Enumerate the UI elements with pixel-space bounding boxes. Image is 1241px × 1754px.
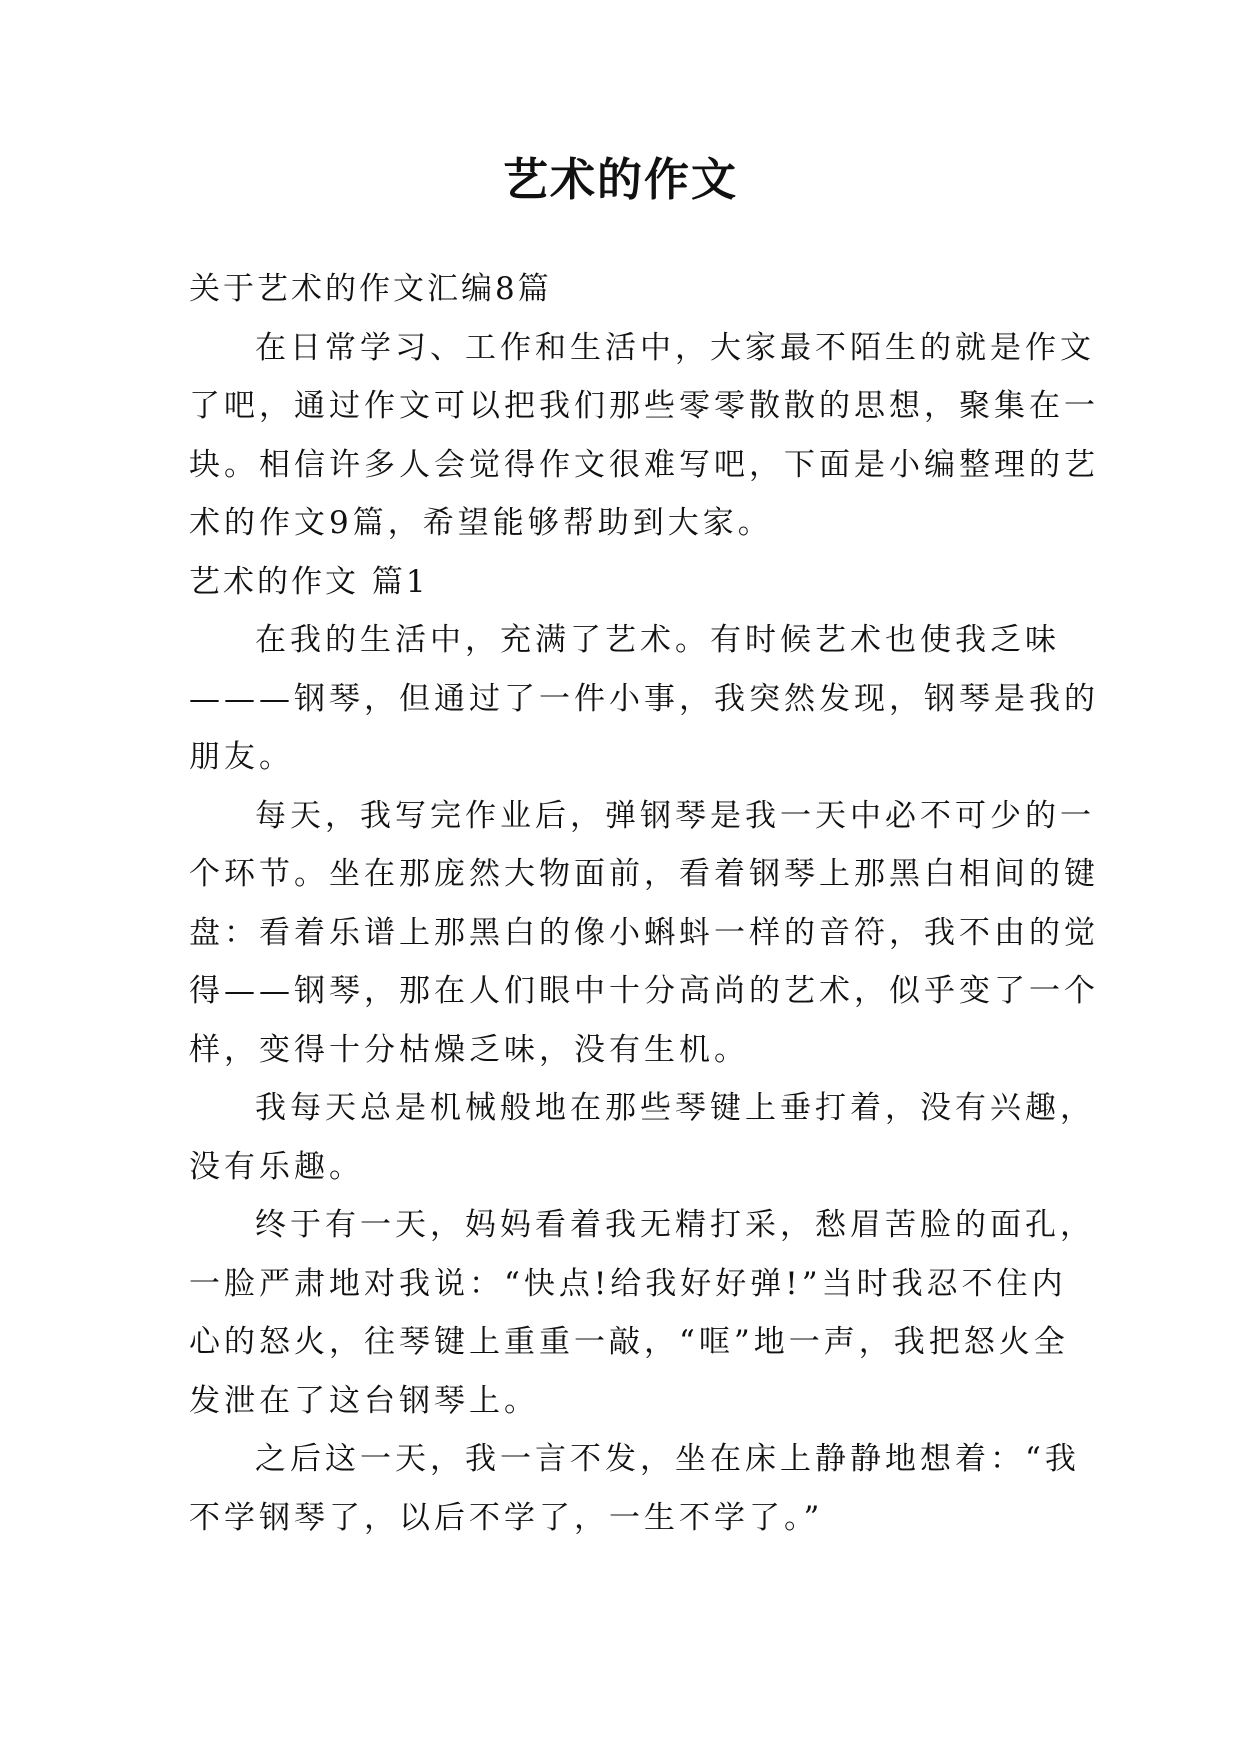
text-line: 在日常学习、工作和生活中，大家最不陌生的就是作文: [255, 329, 1095, 366]
document-body: [189, 260, 1099, 1547]
text-line: 终于有一天，妈妈看着我无精打采，愁眉苦脸的面孔，: [255, 1207, 1095, 1243]
text-line: 心的怒火，往琴键上重重一敲，“哐”地一声，我把怒火全: [189, 1324, 1069, 1360]
text-line: 发泄在了这台钢琴上。: [189, 1382, 539, 1419]
text-line: 朋友。: [189, 739, 294, 775]
text-line: 每天，我写完作业后，弹钢琴是我一天中必不可少的一: [255, 797, 1095, 834]
text-line: 术的作文9篇，希望能够帮助到大家。: [189, 505, 773, 541]
text-line: 块。相信许多人会觉得作文很难写吧，下面是小编整理的艺: [189, 446, 1099, 483]
text-line: 得——钢琴，那在人们眼中十分高尚的艺术，似乎变了一个: [189, 973, 1099, 1009]
text-line: 我每天总是机械般地在那些琴键上垂打着，没有兴趣，: [255, 1090, 1095, 1126]
section-heading: 关于艺术的作文汇编8篇: [189, 271, 552, 307]
text-line: ———钢琴，但通过了一件小事，我突然发现，钢琴是我的: [189, 680, 1099, 717]
text-line: 没有乐趣。: [189, 1148, 364, 1185]
text-line: 不学钢琴了，以后不学了，一生不学了。”: [189, 1499, 824, 1536]
text-line: 盘：看着乐谱上那黑白的像小蝌蚪一样的音符，我不由的觉: [189, 914, 1099, 951]
text-line: 了吧，通过作文可以把我们那些零零散散的思想，聚集在一: [189, 388, 1099, 424]
text-line: 之后这一天，我一言不发，坐在床上静静地想着：“我: [255, 1441, 1080, 1477]
document-title: 艺术的作文: [502, 153, 738, 206]
text-line: 一脸严肃地对我说：“快点!给我好好弹!”当时我忍不住内: [189, 1265, 1067, 1302]
text-line: 在我的生活中，充满了艺术。有时候艺术也使我乏味: [255, 622, 1060, 658]
section-heading: 艺术的作文 篇1: [189, 563, 429, 600]
text-line: 个环节。坐在那庞然大物面前，看着钢琴上那黑白相间的键: [189, 856, 1099, 892]
text-line: 样，变得十分枯燥乏味，没有生机。: [189, 1031, 749, 1068]
